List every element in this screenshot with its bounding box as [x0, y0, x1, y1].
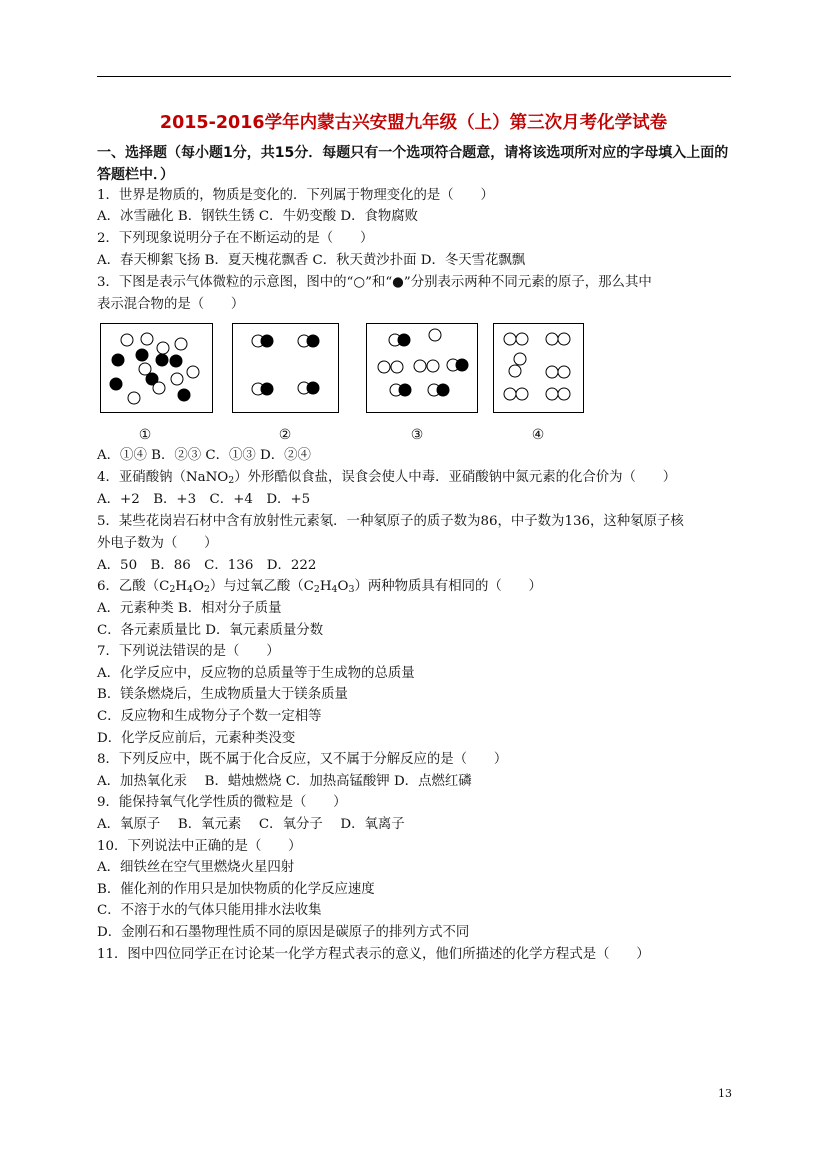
q6-subscript: 2 — [313, 584, 320, 595]
question-4 — [97, 469, 676, 490]
q6-part: 6．乙酸（C — [97, 579, 170, 594]
question-10-option-a: A．细铁丝在空气里燃烧火星四射 — [97, 860, 295, 875]
black-atom — [136, 349, 148, 361]
question-5: 5．某些花岗岩石材中含有放射性元素氡．一种氡原子的质子数为86，中子数为136，这种氡原子核 — [97, 514, 684, 529]
white-atom — [546, 366, 558, 378]
q6-part: ）两种物质具有相同的（ ） — [354, 579, 542, 594]
figure-4-label: ④ — [531, 427, 545, 443]
question-10-option-d: D．金刚石和石墨物理性质不同的原因是碳原子的排列方式不同 — [97, 925, 470, 940]
figure-4-box — [493, 323, 584, 413]
black-atom — [170, 355, 182, 367]
figure-1-label: ① — [138, 427, 152, 443]
question-1-options: A．冰雪融化 B．钢铁生锈 C．牛奶变酸 D．食物腐败 — [97, 209, 419, 224]
figure-3-label: ③ — [410, 427, 424, 443]
page-number: 13 — [718, 1087, 732, 1100]
question-10-option-c: C．不溶于水的气体只能用排水法收集 — [97, 903, 322, 918]
q4-text-b: ）外形酷似食盐，误食会使人中毒．亚硝酸钠中氮元素的化合价为（ ） — [234, 470, 677, 485]
q6-subscript: 3 — [348, 584, 355, 595]
black-atom — [398, 334, 410, 346]
white-atom — [187, 366, 199, 378]
white-atom — [558, 333, 570, 345]
question-3-cont: 表示混合物的是（ ） — [97, 297, 245, 312]
question-3-options: A．①④ B．②③ C．①③ D．②④ — [97, 448, 311, 463]
q6-subscript: 2 — [203, 584, 210, 595]
question-6 — [97, 578, 542, 599]
q6-part: O — [192, 579, 204, 594]
black-atom — [399, 384, 411, 396]
white-atom — [378, 361, 390, 373]
black-atom — [307, 335, 319, 347]
question-2-options: A．春天柳絮飞扬 B．夏天槐花飘香 C．秋天黄沙扑面 D．冬天雪花飘飘 — [97, 253, 526, 268]
question-3: 3．下图是表示气体微粒的示意图，图中的“○”和“●”分别表示两种不同元素的原子，那么其中 — [97, 275, 652, 290]
q4-subscript: 2 — [228, 475, 235, 486]
white-atom — [414, 360, 426, 372]
question-8: 8．下列反应中，既不属于化合反应，又不属于分解反应的是（ ） — [97, 752, 508, 767]
white-atom — [504, 333, 516, 345]
white-atom — [516, 333, 528, 345]
figure-3-particles — [367, 324, 477, 412]
white-atom — [546, 388, 558, 400]
white-atom — [504, 388, 516, 400]
white-atom — [128, 392, 140, 404]
q6-part: H — [319, 579, 332, 594]
q4-text-a: 4．亚硝酸钠（NaNO — [97, 470, 229, 485]
q6-subscript: 2 — [169, 584, 176, 595]
figure-2-label: ② — [278, 427, 292, 443]
question-9: 9．能保持氧气化学性质的微粒是（ ） — [97, 795, 347, 810]
black-atom — [178, 389, 190, 401]
white-atom — [175, 338, 187, 350]
question-5-options: A．50 B．86 C．136 D．222 — [97, 558, 317, 573]
white-atom — [558, 388, 570, 400]
question-9-options: A．氧原子 B．氧元素 C．氧分子 D．氧离子 — [97, 817, 405, 832]
white-atom — [391, 361, 403, 373]
header-rule — [97, 76, 731, 77]
question-4-options: A．+2 B．+3 C．+4 D．+5 — [97, 492, 311, 507]
question-5-cont: 外电子数为（ ） — [97, 536, 218, 551]
figure-4-particles — [494, 324, 583, 412]
particle-figures — [97, 320, 597, 444]
question-1: 1．世界是物质的，物质是变化的．下列属于物理变化的是（ ） — [97, 188, 494, 203]
question-7-option-b: B．镁条燃烧后，生成物质量大于镁条质量 — [97, 687, 348, 702]
black-atom — [110, 378, 122, 390]
question-6-options-ab: A．元素种类 B．相对分子质量 — [97, 601, 282, 616]
black-atom — [261, 335, 273, 347]
figure-3-box — [366, 323, 478, 413]
white-atom — [514, 353, 526, 365]
figure-1-particles — [101, 324, 212, 412]
white-atom — [121, 334, 133, 346]
question-6-options-cd: C．各元素质量比 D．氧元素质量分数 — [97, 623, 324, 638]
white-atom — [171, 373, 183, 385]
q6-part: O — [337, 579, 349, 594]
figure-2-particles — [233, 324, 338, 412]
black-atom — [261, 383, 273, 395]
question-10: 10．下列说法中正确的是（ ） — [97, 839, 302, 854]
question-7-option-c: C．反应物和生成物分子个数一定相等 — [97, 709, 322, 724]
question-7: 7．下列说法错误的是（ ） — [97, 644, 280, 659]
section-heading: 一、选择题（每小题1分，共15分．每题只有一个选项符合题意，请将该选项所对应的字母填入上面的答题栏中．） — [97, 145, 729, 183]
q6-part: H — [175, 579, 187, 594]
white-atom — [153, 382, 165, 394]
white-atom — [141, 333, 153, 345]
page-title: 2015-2016学年内蒙古兴安盟九年级（上）第三次月考化学试卷 — [159, 113, 668, 133]
question-8-options: A．加热氧化汞 B．蜡烛燃烧 C．加热高锰酸钾 D．点燃红磷 — [97, 774, 472, 789]
q6-part: ）与过氧乙酸（C — [209, 579, 314, 594]
question-2: 2．下列现象说明分子在不断运动的是（ ） — [97, 231, 374, 246]
q6-subscript: 4 — [331, 584, 338, 595]
question-10-option-b: B．催化剂的作用只是加快物质的化学反应速度 — [97, 882, 375, 897]
white-atom — [516, 388, 528, 400]
figure-2-box — [232, 323, 339, 413]
black-atom — [456, 359, 468, 371]
white-atom — [427, 360, 439, 372]
question-11: 11．图中四位同学正在讨论某一化学方程式表示的意义，他们所描述的化学方程式是（ ） — [97, 947, 650, 962]
white-atom — [429, 329, 441, 341]
white-atom — [546, 333, 558, 345]
question-7-option-a: A．化学反应中，反应物的总质量等于生成物的总质量 — [97, 666, 415, 681]
black-atom — [307, 382, 319, 394]
black-atom — [156, 354, 168, 366]
black-atom — [112, 354, 124, 366]
q6-subscript: 4 — [186, 584, 193, 595]
white-atom — [509, 365, 521, 377]
question-7-option-d: D．化学反应前后，元素种类没变 — [97, 731, 296, 746]
black-atom — [437, 384, 449, 396]
white-atom — [157, 342, 169, 354]
white-atom — [558, 366, 570, 378]
figure-1-box — [100, 323, 213, 413]
